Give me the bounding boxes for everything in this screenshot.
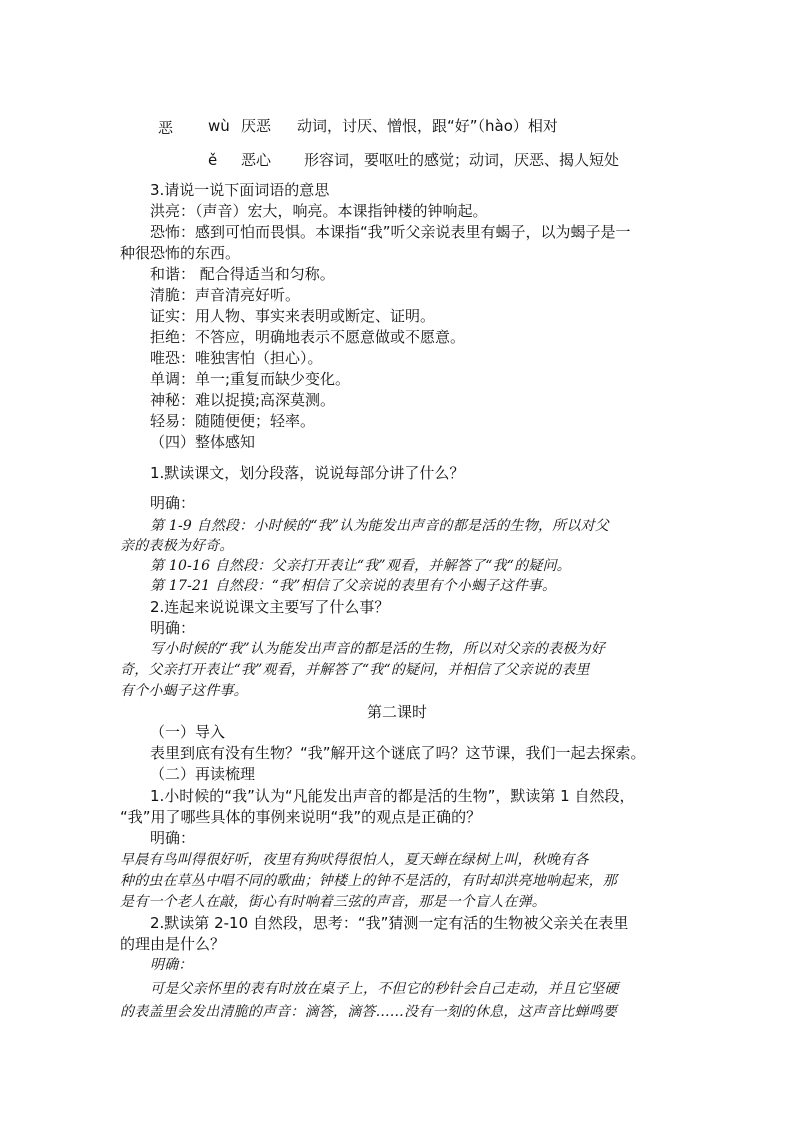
question-continued: “我”用了哪些具体的事例来说明“我”的观点是正确的？: [120, 808, 482, 826]
entry-word-2: 恶心: [241, 151, 272, 169]
vocab-line-continued: 种很恐怖的东西。: [120, 244, 241, 262]
answer-text: 可是父亲怀里的表有时放在桌子上，不但它的秒针会自己走动，并且它坚硬: [150, 981, 619, 997]
question-continued: 的理由是什么？: [120, 935, 226, 953]
entry-word-1: 厌恶: [241, 117, 272, 135]
question: 1.默读课文，划分段落，说说每部分讲了什么？: [150, 464, 465, 482]
answer-text: 是有一个老人在敲，街心有时响着三弦的声音，那是一个盲人在弹。: [120, 894, 546, 910]
entry-definition-2: 形容词，要呕吐的感觉；动词，厌恶、揭人短处: [304, 151, 620, 169]
entry-definition-1: 动词，讨厌、憎恨，跟“好”（hào）相对: [297, 117, 558, 135]
section-heading: （二）再读梳理: [150, 765, 256, 783]
answer-text: 种的虫在草丛中唱不同的歌曲；钟楼上的钟不是活的，有时却洪亮地响起来，那: [120, 873, 617, 889]
intro-text: 表里到底有没有生物？“我”解开这个谜底了吗？这节课，我们一起去探索。: [150, 744, 646, 762]
answer-label: 明确：: [150, 494, 196, 512]
answer-text: 第 17-21 自然段：“我”相信了父亲说的表里有个小蝎子这件事。: [150, 578, 557, 594]
vocab-line: 和谐： 配合得适当和匀称。: [150, 265, 335, 283]
answer-text: 的表盖里会发出清脆的声音：滴答，滴答……没有一刻的休息，这声音比蝉鸣要: [120, 1004, 617, 1020]
question: 2.连起来说说课文主要写了什么事？: [150, 598, 390, 616]
question: 2.默读第 2-10 自然段，思考：“我”猜测一定有活的生物被父亲关在表里: [150, 914, 629, 932]
entry-pinyin-1: wù: [208, 117, 230, 135]
answer-text: 奇，父亲打开表让“我”观看，并解答了“我“的疑问，并相信了父亲说的表里: [120, 662, 590, 678]
section-heading: （一）导入: [150, 723, 226, 741]
vocab-line: 唯恐：唯独害怕（担心）。: [150, 349, 323, 367]
vocab-line: 轻易：随随便便；轻率。: [150, 412, 316, 430]
vocab-line: 洪亮：（声音）宏大，响亮。本课指钟楼的钟响起。: [150, 202, 488, 220]
section-heading: （四）整体感知: [150, 433, 256, 451]
vocab-line: 神秘：难以捉摸;高深莫测。: [150, 391, 336, 409]
answer-text: 亲的表极为好奇。: [120, 538, 234, 554]
answer-label: 明确：: [150, 619, 196, 637]
lesson-title: 第二课时: [366, 703, 427, 721]
entry-pinyin-2: ě: [208, 151, 218, 169]
vocab-heading: 3.请说一说下面词语的意思: [150, 181, 330, 199]
answer-label: 明确：: [150, 957, 193, 973]
question: 1.小时候的“我”认为“凡能发出声音的都是活的生物”，默读第 1 自然段，: [150, 787, 635, 805]
answer-text: 第 1-9 自然段：小时候的“我”认为能发出声音的都是活的生物，所以对父: [150, 518, 609, 534]
answer-text: 有个小蝎子这件事。: [120, 683, 248, 699]
answer-text: 写小时候的“我”认为能发出声音的都是活的生物，所以对父亲的表极为好: [150, 641, 605, 657]
answer-text: 早晨有鸟叫得很好听，夜里有狗吠得很怕人，夏天蝉在绿树上叫，秋晚有各: [120, 852, 589, 868]
answer-text: 第 10-16 自然段：父亲打开表让“我”观看，并解答了“我“的疑问。: [150, 558, 571, 574]
vocab-line: 证实：用人物、事实来表明或断定、证明。: [150, 307, 436, 325]
entry-char: 恶: [158, 119, 174, 137]
vocab-line: 清脆：声音清亮好听。: [150, 286, 301, 304]
answer-label: 明确：: [150, 829, 196, 847]
vocab-line: 单调：单一;重复而缺少变化。: [150, 370, 351, 388]
vocab-line: 拒绝：不答应，明确地表示不愿意做或不愿意。: [150, 328, 466, 346]
vocab-line: 恐怖：感到可怕而畏惧。本课指“我”听父亲说表里有蝎子，以为蝎子是一: [150, 223, 631, 241]
